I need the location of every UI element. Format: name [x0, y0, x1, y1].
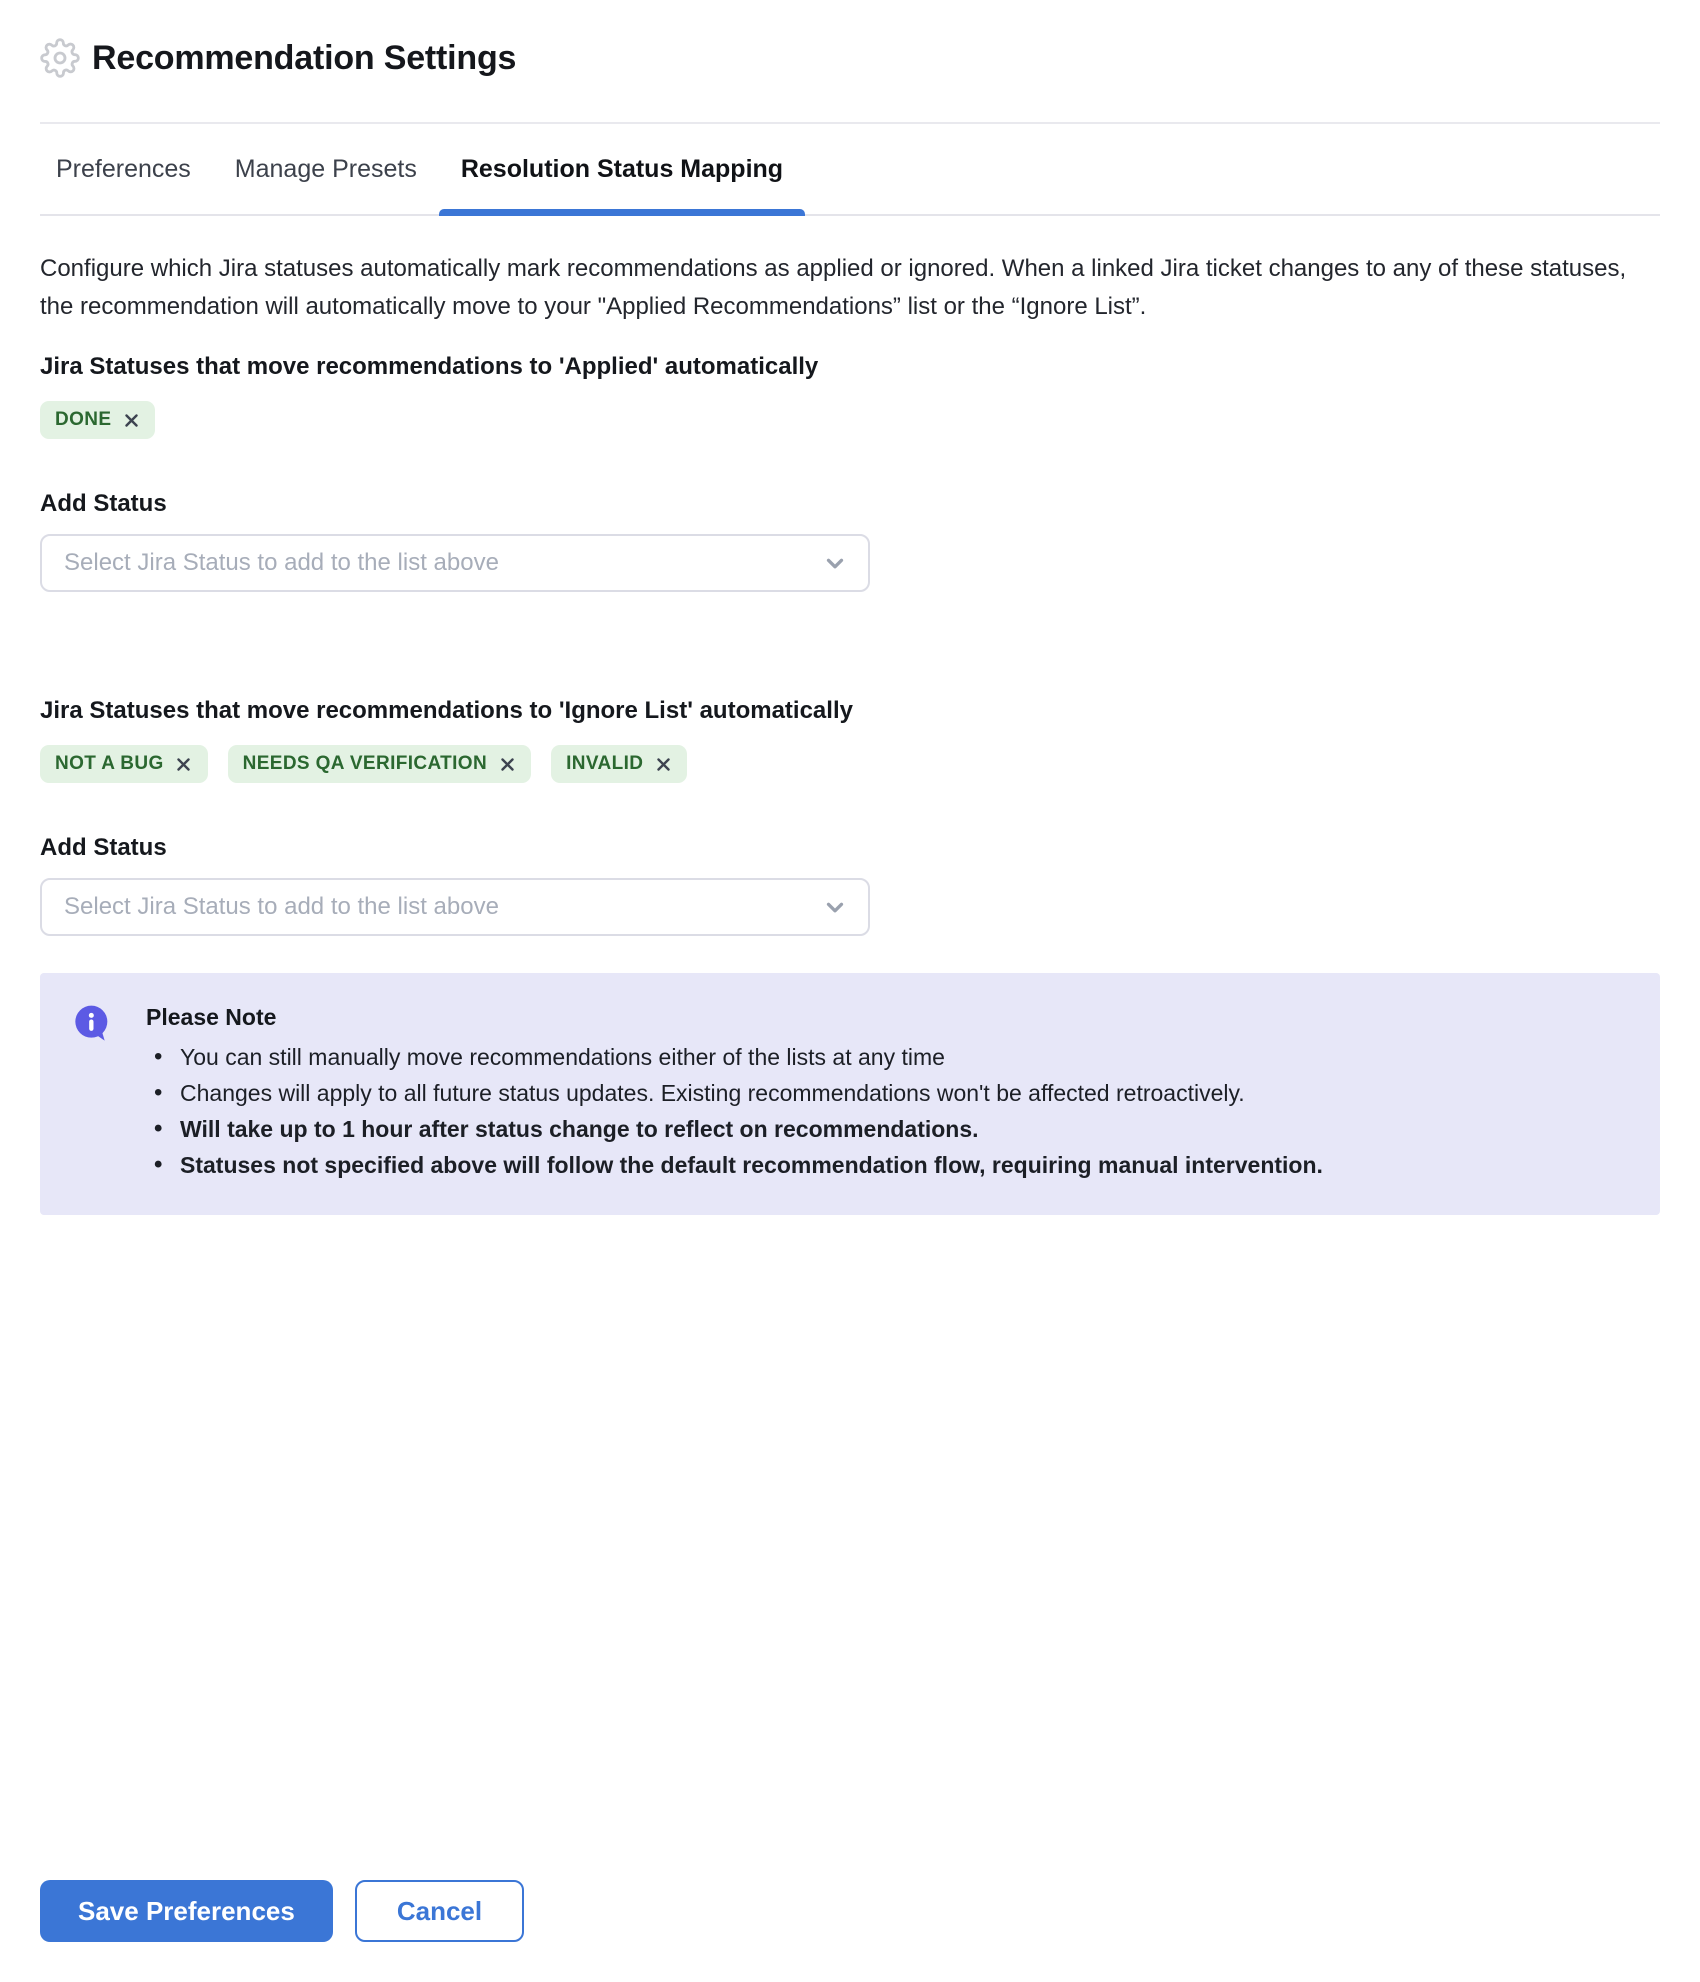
close-icon[interactable]	[175, 755, 193, 773]
tab-manage-presets[interactable]: Manage Presets	[234, 154, 417, 183]
status-tag-invalid	[551, 745, 687, 783]
applied-section-heading: Jira Statuses that move recommendations to 'Applied' automatically	[40, 353, 819, 380]
status-tag-label: NEEDS QA VERIFICATION	[242, 753, 488, 774]
ignore-select-placeholder: Select Jira Status to add to the list above	[64, 893, 499, 920]
chevron-down-icon	[822, 894, 848, 920]
form-actions	[40, 1880, 524, 1942]
status-tag-label: INVALID	[566, 753, 644, 774]
applied-add-status-label: Add Status	[40, 490, 167, 517]
page-header	[40, 38, 1660, 78]
applied-tags-row	[40, 401, 1660, 439]
status-tag-label: DONE	[55, 409, 112, 430]
info-icon	[72, 1003, 112, 1043]
note-content	[146, 1001, 1323, 1183]
ignore-add-status-label: Add Status	[40, 834, 167, 861]
cancel-button[interactable]: Cancel	[355, 1880, 524, 1942]
status-tag-not-a-bug	[40, 745, 208, 783]
status-tag-label: NOT A BUG	[55, 753, 164, 774]
ignore-status-select[interactable]	[40, 878, 870, 936]
applied-select-placeholder: Select Jira Status to add to the list above	[64, 549, 499, 576]
mapping-description: Configure which Jira statuses automatically mark recommendations as applied or ignored. When a linked Jira ticket changes to any of these statuses, the recommendation will automatically move to your "Applied Recommendations” list or the “Ignore List”.	[40, 255, 1627, 320]
settings-tabs	[40, 124, 1660, 216]
chevron-down-icon	[822, 550, 848, 576]
page-title: Recommendation Settings	[92, 38, 517, 77]
note-item: • Changes will apply to all future status updates. Existing recommendations won't be affected retroactively.	[146, 1075, 1323, 1111]
note-item: • Statuses not specified above will follow the default recommendation flow, requiring manual intervention.	[146, 1147, 1323, 1183]
status-tag-needs-qa-verification	[228, 745, 531, 783]
ignore-tags-row	[40, 745, 1660, 783]
note-item: • Will take up to 1 hour after status change to reflect on recommendations.	[146, 1111, 1323, 1147]
gear-icon	[40, 38, 80, 78]
save-preferences-button[interactable]: Save Preferences	[40, 1880, 333, 1942]
ignore-section-heading: Jira Statuses that move recommendations to 'Ignore List' automatically	[40, 697, 853, 724]
note-list	[146, 1039, 1323, 1183]
close-icon[interactable]	[122, 411, 140, 429]
status-tag-done	[40, 401, 155, 439]
applied-status-select[interactable]	[40, 534, 870, 592]
tab-resolution-status-mapping[interactable]: Resolution Status Mapping	[439, 124, 805, 214]
close-icon[interactable]	[654, 755, 672, 773]
note-title: Please Note	[146, 1004, 277, 1030]
please-note-box	[40, 973, 1660, 1215]
tab-preferences[interactable]: Preferences	[56, 154, 191, 183]
close-icon[interactable]	[498, 755, 516, 773]
note-item: • You can still manually move recommendations either of the lists at any time	[146, 1039, 1323, 1075]
